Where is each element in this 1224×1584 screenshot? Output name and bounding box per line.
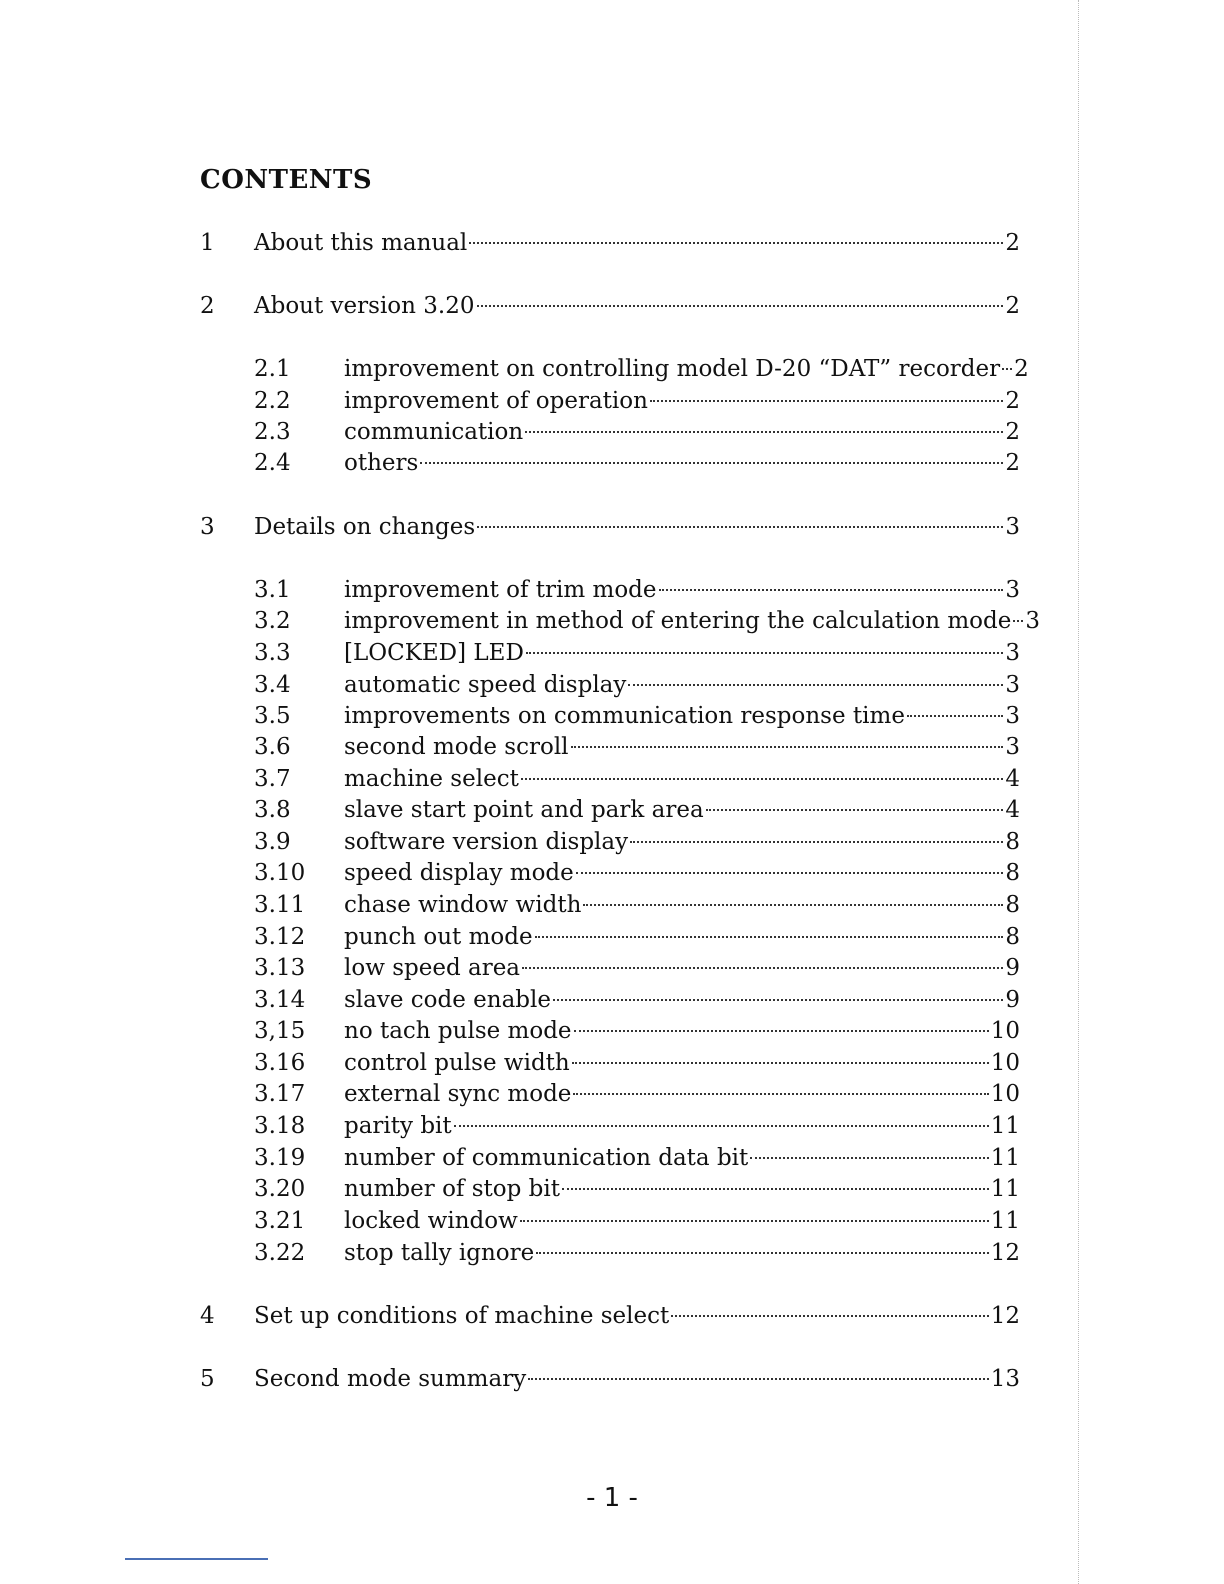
toc-entry-label: About this manual: [254, 230, 468, 256]
toc-entry: [254, 416, 1020, 448]
toc-entry: [254, 385, 1020, 417]
toc-entry-number: 3.9: [254, 829, 291, 855]
toc-leader-dots: [628, 684, 1003, 686]
toc-entry-number: 3.21: [254, 1208, 306, 1234]
toc-entry: [254, 1015, 1020, 1047]
toc-leader-dots: [536, 1252, 988, 1254]
toc-entry-label: external sync mode: [344, 1081, 572, 1107]
toc-entry-label: others: [344, 450, 419, 476]
toc-entry-number: 3.1: [254, 577, 291, 603]
toc-entry: [254, 669, 1020, 701]
toc-entry-label: Second mode summary: [254, 1366, 527, 1392]
toc-entry-page: 2: [1005, 388, 1020, 414]
toc-entry-number: 3.2: [254, 608, 291, 634]
toc-entry-label: slave start point and park area: [344, 797, 704, 823]
toc-entry-page: 8: [1005, 860, 1020, 886]
toc-entry-label: locked window: [344, 1208, 518, 1234]
toc-leader-dots: [420, 462, 1003, 464]
toc-entry-label: improvements on communication response time: [344, 703, 905, 729]
toc-entry-number: 3.11: [254, 892, 306, 918]
toc-leader-dots: [572, 1062, 989, 1064]
toc-leader-dots: [553, 999, 1003, 1001]
toc-entry-page: 13: [990, 1366, 1020, 1392]
toc-entry-page: 4: [1005, 766, 1020, 792]
toc-leader-dots: [576, 872, 1004, 874]
toc-entry-label: improvement of trim mode: [344, 577, 657, 603]
toc-entry-page: 11: [990, 1208, 1020, 1234]
toc-entry-page: 12: [990, 1240, 1020, 1266]
toc-entry-number: 3.17: [254, 1081, 306, 1107]
toc-entry-label: no tach pulse mode: [344, 1018, 572, 1044]
toc-entry-page: 3: [1005, 703, 1020, 729]
toc-entry-number: 3.13: [254, 955, 306, 981]
toc-leader-dots: [583, 904, 1003, 906]
toc-entry-page: 3: [1005, 672, 1020, 698]
toc-entry: [200, 1363, 1020, 1395]
toc-entry-number: 2.4: [254, 450, 291, 476]
toc-entry-number: 2.1: [254, 356, 291, 382]
toc-entry-page: 8: [1005, 829, 1020, 855]
toc-entry-label: communication: [344, 419, 524, 445]
toc-entry-page: 8: [1005, 924, 1020, 950]
toc-entry-page: 2: [1005, 230, 1020, 256]
toc-entry-page: 2: [1005, 450, 1020, 476]
toc-entry: [200, 290, 1020, 322]
toc-entry-label: software version display: [344, 829, 629, 855]
toc-entry: [254, 1173, 1020, 1205]
toc-leader-dots: [521, 778, 1004, 780]
toc-leader-dots: [522, 967, 1003, 969]
toc-entry-number: 3.14: [254, 987, 306, 1013]
toc-leader-dots: [535, 936, 1004, 938]
toc-entry-number: 3.20: [254, 1176, 306, 1202]
toc-entry-label: automatic speed display: [344, 672, 627, 698]
toc-leader-dots: [1002, 368, 1012, 370]
toc-entry-page: 3: [1005, 514, 1020, 540]
toc-entry-number: 3.6: [254, 734, 291, 760]
toc-entry-page: 3: [1025, 608, 1040, 634]
toc-entry-number: 3.4: [254, 672, 291, 698]
toc-entry-page: 11: [990, 1113, 1020, 1139]
toc-entry-number: 3.8: [254, 797, 291, 823]
toc-entry-label: Set up conditions of machine select: [254, 1303, 670, 1329]
toc-entry-label: machine select: [344, 766, 519, 792]
toc-entry: [254, 574, 1020, 606]
toc-entry-label: Details on changes: [254, 514, 476, 540]
toc-entry-page: 4: [1005, 797, 1020, 823]
toc-entry: [254, 1237, 1020, 1269]
toc-entry-number: 3.22: [254, 1240, 306, 1266]
toc-entry: [200, 511, 1020, 543]
toc-entry-label: control pulse width: [344, 1050, 570, 1076]
toc-entry-page: 8: [1005, 892, 1020, 918]
toc-entry-page: 9: [1005, 987, 1020, 1013]
toc-leader-dots: [706, 809, 1004, 811]
toc-entry-number: 2.3: [254, 419, 291, 445]
toc-entry-number: 4: [200, 1303, 215, 1329]
toc-entry-page: 2: [1014, 356, 1029, 382]
toc-entry: [254, 700, 1020, 732]
toc-entry-label: chase window width: [344, 892, 582, 918]
toc-entry-page: 9: [1005, 955, 1020, 981]
toc-entry-page: 2: [1005, 293, 1020, 319]
toc-entry-number: 3.3: [254, 640, 291, 666]
toc-entry: [254, 794, 1020, 826]
toc-entry-page: 2: [1005, 419, 1020, 445]
toc-entry-page: 12: [990, 1303, 1020, 1329]
toc-leader-dots: [573, 1093, 988, 1095]
toc-entry-label: [LOCKED] LED: [344, 640, 524, 666]
scan-edge-dots: [1078, 0, 1079, 1584]
toc-entry-page: 3: [1005, 640, 1020, 666]
toc-entry-page: 10: [990, 1050, 1020, 1076]
toc-entry-number: 5: [200, 1366, 215, 1392]
toc-entry-number: 3.7: [254, 766, 291, 792]
toc-entry-number: 3.18: [254, 1113, 306, 1139]
toc-leader-dots: [528, 1378, 989, 1380]
toc-entry: [254, 1142, 1020, 1174]
toc-entry: [254, 1205, 1020, 1237]
toc-entry-label: improvement in method of entering the calculation mode: [344, 608, 1012, 634]
toc-entry: [254, 353, 1029, 385]
toc-entry: [200, 1300, 1020, 1332]
toc-entry: [254, 984, 1020, 1016]
toc-entry-number: 3: [200, 514, 215, 540]
toc-entry: [254, 826, 1020, 858]
toc-entry-label: improvement on controlling model D-20 “DAT” recorder: [344, 356, 1001, 382]
toc-leader-dots: [520, 1220, 989, 1222]
toc-entry-number: 2: [200, 293, 215, 319]
toc-entry-number: 2.2: [254, 388, 291, 414]
toc-entry-label: second mode scroll: [344, 734, 569, 760]
toc-leader-dots: [650, 400, 1003, 402]
toc-entry: [254, 1047, 1020, 1079]
toc-entry-label: number of communication data bit: [344, 1145, 749, 1171]
toc-entry: [254, 605, 1040, 637]
toc-leader-dots: [477, 526, 1003, 528]
page-number: - 1 -: [586, 1483, 638, 1513]
toc-entry-label: parity bit: [344, 1113, 452, 1139]
toc-entry-label: punch out mode: [344, 924, 533, 950]
toc-entry-label: improvement of operation: [344, 388, 648, 414]
toc-entry: [254, 1078, 1020, 1110]
toc-entry-page: 10: [990, 1081, 1020, 1107]
toc-leader-dots: [907, 715, 1003, 717]
toc-entry-label: number of stop bit: [344, 1176, 560, 1202]
toc-entry-number: 3,15: [254, 1018, 306, 1044]
bottom-rule: [125, 1558, 268, 1560]
toc-entry-label: About version 3.20: [254, 293, 475, 319]
toc-entry-number: 3.10: [254, 860, 306, 886]
toc-entry: [254, 889, 1020, 921]
toc-entry: [254, 447, 1020, 479]
toc-entry-number: 1: [200, 230, 215, 256]
toc-entry: [254, 921, 1020, 953]
toc-entry-label: slave code enable: [344, 987, 551, 1013]
toc-entry-label: speed display mode: [344, 860, 574, 886]
toc-entry: [254, 763, 1020, 795]
toc-entry: [200, 227, 1020, 259]
toc-leader-dots: [571, 746, 1004, 748]
toc-leader-dots: [671, 1315, 988, 1317]
toc-entry-page: 3: [1005, 734, 1020, 760]
toc-entry-label: stop tally ignore: [344, 1240, 535, 1266]
toc-entry-label: low speed area: [344, 955, 521, 981]
toc-leader-dots: [659, 589, 1004, 591]
toc-entry-page: 11: [990, 1176, 1020, 1202]
toc-leader-dots: [469, 242, 1003, 244]
toc-leader-dots: [1013, 620, 1023, 622]
toc-entry-number: 3.5: [254, 703, 291, 729]
toc-entry: [254, 731, 1020, 763]
toc-entry-number: 3.19: [254, 1145, 306, 1171]
toc-entry: [254, 1110, 1020, 1142]
toc-entry: [254, 637, 1020, 669]
toc-leader-dots: [525, 431, 1003, 433]
toc-leader-dots: [750, 1157, 988, 1159]
toc-leader-dots: [526, 652, 1003, 654]
toc-entry-page: 10: [990, 1018, 1020, 1044]
toc-entry-number: 3.12: [254, 924, 306, 950]
toc-leader-dots: [562, 1188, 989, 1190]
toc-entry-page: 11: [990, 1145, 1020, 1171]
toc-leader-dots: [477, 305, 1004, 307]
toc-leader-dots: [574, 1030, 989, 1032]
toc-entry: [254, 952, 1020, 984]
toc-entry: [254, 857, 1020, 889]
toc-leader-dots: [630, 841, 1003, 843]
toc-leader-dots: [454, 1125, 989, 1127]
page-title: CONTENTS: [200, 165, 373, 195]
toc-entry-number: 3.16: [254, 1050, 306, 1076]
toc-entry-page: 3: [1005, 577, 1020, 603]
